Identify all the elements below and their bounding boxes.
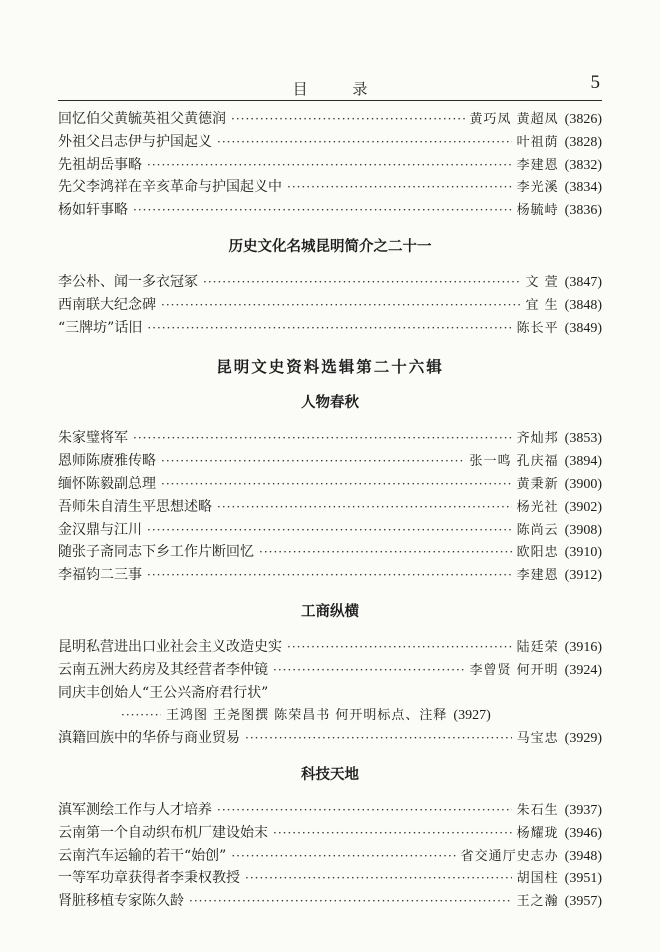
toc-section-commerce [58,601,602,750]
leader-dots [161,477,512,491]
entry-page: (3900) [564,476,602,492]
entry-title: 朱家璧将军 [58,430,128,447]
toc-entry[interactable] [58,799,602,822]
toc-entry[interactable] [58,845,602,868]
leader-dots [133,431,512,445]
entry-authors: 黄巧凤 黄超凤 [469,112,559,127]
entry-authors: 杨毓峙 [516,203,559,219]
toc-entry[interactable] [58,541,602,564]
entry-title: 外祖父吕志伊与护国起义 [58,133,212,150]
leader-dots [287,180,512,194]
leader-dots [203,275,521,289]
toc-entry[interactable] [58,317,602,340]
entry-page: (3834) [564,180,602,196]
entry-page: (3948) [564,848,602,864]
toc-entry[interactable] [58,727,602,750]
entry-authors: 杨光社 [516,499,559,515]
toc-entry[interactable] [58,564,602,587]
entry-authors: 欧阳忠 [516,545,559,561]
entry-authors: 陈长平 [516,320,559,336]
toc-group-kunming-intro [58,236,602,339]
entry-authors: 陆廷荣 [516,639,559,655]
toc-entry[interactable] [58,450,602,473]
entry-authors: 黄秉新 [516,476,559,492]
entry-page: (3912) [564,568,602,584]
entry-title: 先祖胡岳事略 [58,156,142,173]
entry-page: (3832) [564,157,602,173]
leader-dots [161,454,465,468]
entry-page: (3847) [564,274,602,290]
entry-authors: 宜 生 [525,297,559,313]
entry-authors: 张一鸣 孔庆福 [469,454,559,470]
leader-dots [147,321,511,335]
toc-entry[interactable] [58,636,602,659]
entry-authors: 叶祖荫 [516,134,559,150]
leader-dots [287,640,512,654]
entry-title: 西南联大纪念碑 [58,296,156,313]
toc-entry[interactable] [58,822,602,845]
entry-page: (3951) [564,871,602,887]
toc-content [58,108,602,913]
entry-authors: 王之瀚 [516,894,559,910]
entry-page: (3924) [564,662,602,678]
toc-entry[interactable] [58,199,602,222]
leader-dots [147,568,512,582]
leader-dots [231,849,455,863]
toc-entry[interactable] [58,867,602,890]
leader-dots [273,826,512,840]
leader-dots [217,803,512,817]
entry-title: 滇籍回族中的华侨与商业贸易 [58,730,240,747]
entry-page: (3929) [564,731,602,747]
entry-authors: 朱石生 [516,802,559,818]
entry-page: (3916) [564,639,602,655]
leader-dots [245,731,512,745]
toc-entry[interactable] [58,271,602,294]
page-number: 5 [590,72,600,93]
section-heading: 工商纵横 [301,603,359,620]
entry-title: 昆明私营进出口业社会主义改造史实 [58,638,282,655]
entry-authors: 省交通厅史志办 [460,848,559,864]
entry-page: (3849) [564,320,602,336]
entry-title: 云南汽车运输的若干“始创” [58,847,227,864]
entry-page: (3836) [564,203,602,219]
toc-entry[interactable] [58,294,602,317]
toc-entry[interactable] [58,108,602,131]
entry-title: 吾师朱自清生平思想述略 [58,498,212,515]
leader-dots [133,203,512,217]
entry-page: (3937) [564,802,602,818]
leader-dots [217,135,512,149]
entry-authors: 齐灿邦 [516,431,559,447]
entry-authors: 李建恩 [516,568,559,584]
toc-group-family-memoirs [58,108,602,222]
leader-dots [189,894,512,908]
entry-authors: 马宝忠 [516,731,559,747]
entry-authors: 李光溪 [516,180,559,196]
leader-dots [147,158,512,172]
entry-title: 李福钧二三事 [58,567,142,584]
toc-entry-continuation[interactable] [58,704,602,727]
toc-entry[interactable] [58,473,602,496]
entry-authors: 王鸿图 王尧图撰 陈荣昌书 何开明标点、注释 [166,708,448,724]
entry-page: (3853) [564,431,602,447]
entry-page: (3848) [564,297,602,313]
running-header [58,72,602,101]
section-heading: 科技天地 [301,766,359,783]
entry-title: 一等军功章获得者李秉权教授 [58,870,240,887]
toc-entry[interactable] [58,519,602,542]
entry-title: 滇军测绘工作与人才培养 [58,801,212,818]
entry-page: (3910) [564,545,602,561]
entry-authors: 文 萱 [525,274,559,290]
entry-title: 金汉鼎与江川 [58,521,142,538]
leader-dots [259,545,512,559]
header-title: 目 录 [292,80,388,98]
entry-authors: 杨耀珑 [516,825,559,841]
toc-entry[interactable] [58,154,602,177]
leader-dots [121,708,161,722]
toc-entry[interactable] [58,890,602,913]
entry-title: 云南五洲大药房及其经营者李仲镜 [58,661,268,678]
toc-section-technology [58,764,602,913]
entry-authors: 李曾贤 何开明 [469,662,559,678]
entry-title: 肾脏移植专家陈久龄 [58,893,184,910]
entry-authors: 陈尚云 [516,522,559,538]
entry-page: (3927) [453,708,491,724]
entry-title: “三牌坊”话旧 [58,319,143,336]
entry-title: 云南第一个自动织布机厂建设始末 [58,824,268,841]
leader-dots [273,663,465,677]
entry-page: (3902) [564,499,602,515]
entry-title: 恩师陈赓雅传略 [58,453,156,470]
major-heading: 昆明文史资料选辑第二十六辑 [216,357,444,377]
entry-title: 随张子斋同志下乡工作片断回忆 [58,544,254,561]
entry-page: (3957) [564,894,602,910]
toc-entry[interactable] [58,659,602,682]
entry-title: 李公朴、闻一多衣冠冢 [58,273,198,290]
leader-dots [231,112,465,126]
toc-entry[interactable] [58,176,602,199]
entry-authors: 胡国柱 [516,871,559,887]
leader-dots [161,298,521,312]
leader-dots [245,871,512,885]
entry-page: (3946) [564,825,602,841]
toc-entry[interactable] [58,496,602,519]
entry-page: (3894) [564,454,602,470]
toc-entry-title-line[interactable] [58,682,602,705]
leader-dots [217,500,512,514]
leader-dots [147,523,512,537]
toc-section-biographies [58,392,602,587]
entry-page: (3828) [564,134,602,150]
entry-authors: 李建恩 [516,157,559,173]
toc-entry[interactable] [58,131,602,154]
entry-title: 先父李鸿祥在辛亥革命与护国起义中 [58,179,282,196]
entry-page: (3908) [564,522,602,538]
entry-page: (3826) [564,112,602,127]
toc-entry[interactable] [58,427,602,450]
section-heading: 历史文化名城昆明简介之二十一 [228,238,432,255]
section-heading: 人物春秋 [301,395,359,412]
entry-title: 缅怀陈毅副总理 [58,475,156,492]
entry-title: 回忆伯父黄毓英祖父黄德润 [58,111,226,127]
entry-title: 杨如轩事略 [58,202,128,219]
entry-title: 同庆丰创始人“王公兴斋府君行状” [58,684,269,701]
